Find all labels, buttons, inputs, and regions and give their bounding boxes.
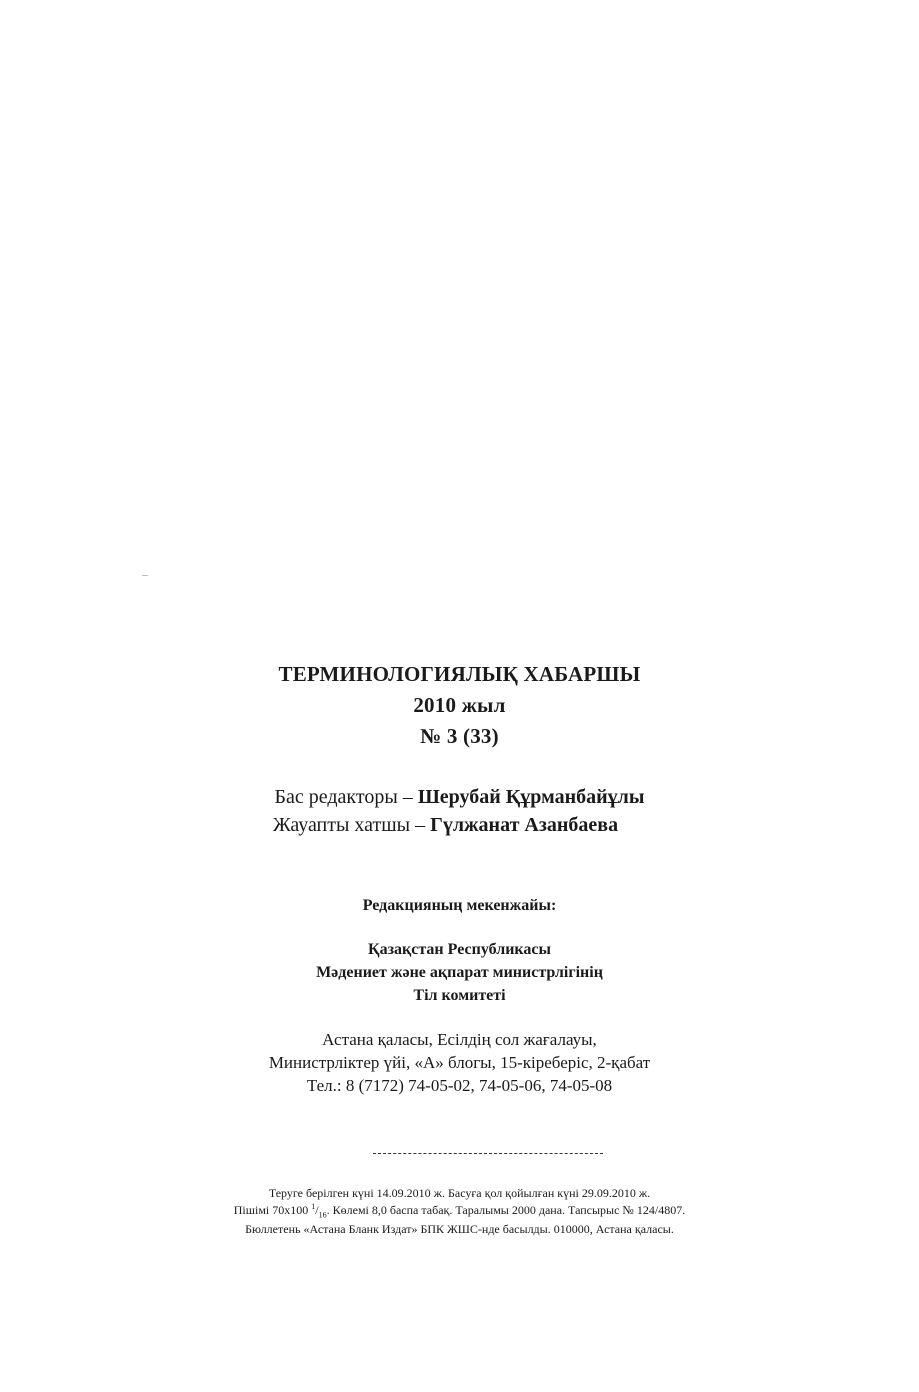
address-heading: Редакцияның мекенжайы: (362, 897, 557, 914)
format-fraction-numerator: 1 (311, 1202, 316, 1211)
editor-line (0, 786, 919, 809)
org-line-1: Қазақстан Республикасы (368, 941, 551, 958)
imprint-line-2: Пішімі 70х100 $^1/_{16}$. Көлемі 8,0 баспа табақ. Таралымы 2000 дана. Тапсырыс № 124/4807. (233, 1202, 686, 1220)
street-line-1: Астана қаласы, Есілдің сол жағалауы, (322, 1030, 597, 1049)
scan-speck (142, 575, 148, 576)
street-line-2: Министрліктер үйі, «А» блогы, 15-кіреберіс, 2-қабат (268, 1053, 651, 1072)
phone-line: Тел.: 8 (7172) 74-05-02, 74-05-06, 74-05-08 (306, 1076, 613, 1095)
secretary-line (0, 814, 905, 837)
journal-title: ТЕРМИНОЛОГИЯЛЫҚ ХАБАРШЫ (278, 662, 641, 686)
editor-role: Бас редакторы – (274, 786, 418, 808)
editor-name: Шерубай Құрманбайұлы (417, 786, 645, 808)
journal-year: 2010 жыл (413, 693, 506, 717)
secretary-name: Гүлжанат Азанбаева (430, 814, 619, 836)
imprint-volume: . Көлемі 8,0 баспа табақ. Таралымы 2000 дана. Тапсырыс № 124/4807. (326, 1203, 686, 1217)
org-line-3: Тіл комитеті (413, 987, 506, 1004)
imprint-line-1: Теруге берілген күні 14.09.2010 ж. Басуға қол қойылған күні 29.09.2010 ж. (268, 1186, 651, 1200)
imprint-format: Пішімі 70х100 (233, 1203, 312, 1217)
secretary-role: Жауапты хатшы – (272, 814, 431, 836)
org-line-2: Мәдениет және ақпарат министрлігінің (316, 964, 603, 981)
divider (373, 1153, 603, 1154)
journal-issue: № 3 (33) (420, 724, 499, 748)
format-fraction-denominator: 16 (318, 1210, 327, 1220)
imprint-line-3: Бюллетень «Астана Бланк Издат» БПК ЖШС-нде басылды. 010000, Астана қаласы. (245, 1222, 674, 1236)
